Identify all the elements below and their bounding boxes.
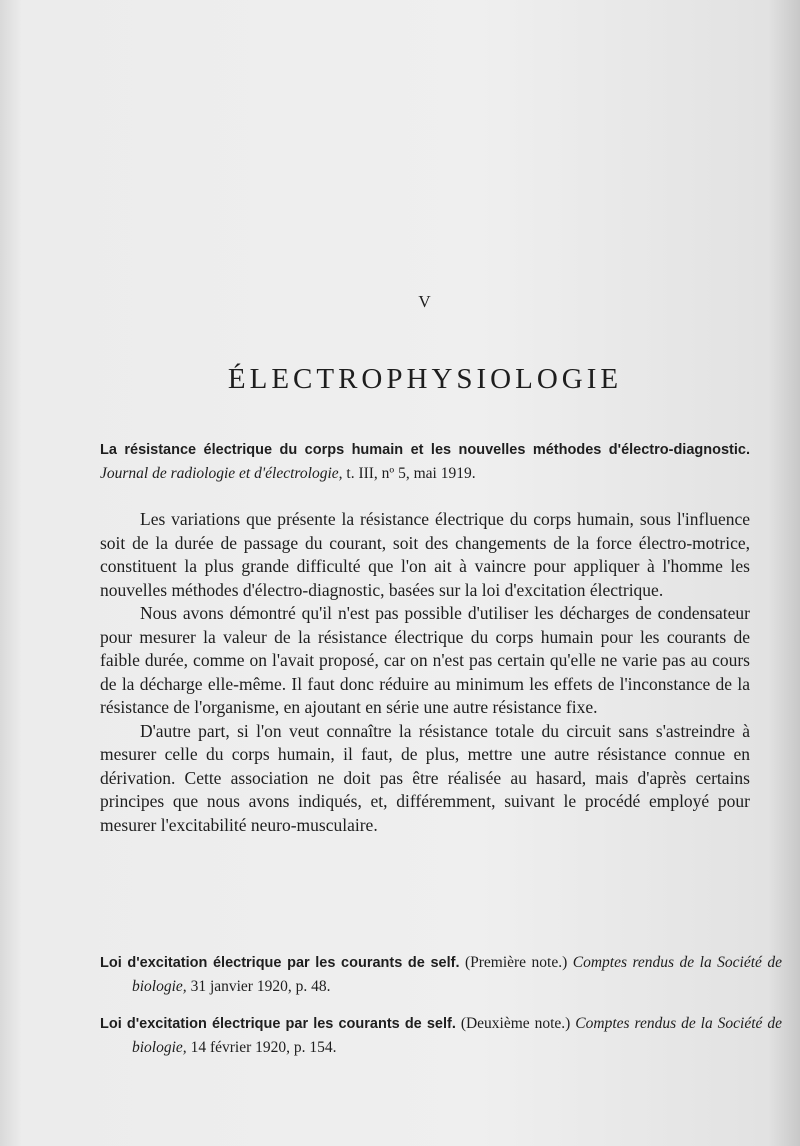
abstract bbox=[100, 508, 750, 837]
entry-title: Loi d'excitation électrique par les courants de self. bbox=[100, 1016, 456, 1032]
entry-journal: Comptes rendus de la Société de biologie, bbox=[132, 954, 783, 995]
entry-journal: Comptes rendus de la Société de biologie, bbox=[132, 1015, 782, 1056]
entry-journal: Journal de radiologie et d'électrologie, bbox=[100, 465, 343, 482]
entry-note: (Deuxième note.) bbox=[460, 1015, 571, 1032]
paragraph-2: Nous avons démontré qu'il n'est pas possible d'utiliser les décharges de condensateur pour mesurer la valeur de la résistance électrique du corps humain pour les courants de faible durée, comme on l'avait proposé, car on n'est pas certain qu'elle ne varie pas au cours de la décharge elle-même. Il faut donc réduire au minimum les effets de l'inconstance de la résistance de l'organisme, en ajoutant en série une autre résistance fixe. bbox=[100, 603, 750, 717]
bibliography-entry-1 bbox=[100, 438, 750, 485]
bibliography-entry-3 bbox=[100, 1012, 782, 1059]
entry-details: 31 janvier 1920, p. 48. bbox=[190, 978, 331, 995]
chapter-title: ÉLECTROPHYSIOLOGIE bbox=[227, 363, 623, 396]
entry-title: Loi d'excitation électrique par les courants de self. bbox=[100, 955, 460, 971]
bibliography-entry-2 bbox=[100, 951, 782, 998]
paragraph-1: Les variations que présente la résistance électrique du corps humain, sous l'influence soit de la durée de passage du courant, soit des changements de la force électro-motrice, constituent la plus grande difficulté que l'on ait à vaincre pour appliquer à l'homme les nouvelles méthodes d'électro-diagnostic, basées sur la loi d'excitation électrique. bbox=[100, 509, 750, 600]
entry-note: (Première note.) bbox=[464, 954, 568, 971]
entry-details: 14 février 1920, p. 154. bbox=[190, 1039, 337, 1056]
entry-title: La résistance électrique du corps humain et les nouvelles méthodes d'électro-diagnostic. bbox=[100, 442, 750, 458]
paragraph-3: D'autre part, si l'on veut connaître la résistance totale du circuit sans s'astreindre à mesurer celle du corps humain, il faut, de plus, mettre une autre résistance connue en dérivation. Cette association ne doit pas être réalisée au hasard, mais d'après certains principes que nous avons indiqués, et, différemment, suivant le procédé employé pour mesurer l'excitabilité neuro-musculaire. bbox=[100, 720, 750, 835]
chapter-number: V bbox=[418, 292, 432, 311]
entry-details: t. III, nº 5, mai 1919. bbox=[346, 465, 476, 482]
